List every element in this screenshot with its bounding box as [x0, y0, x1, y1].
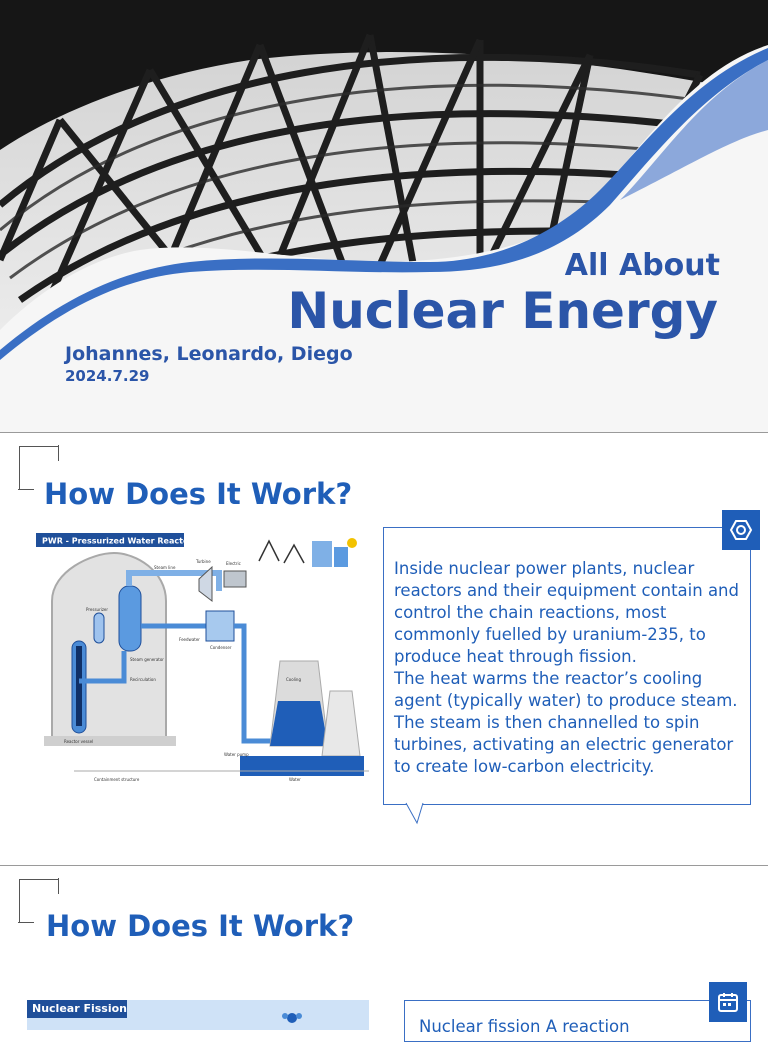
- svg-text:Condenser: Condenser: [210, 645, 232, 650]
- callout-tail: [405, 803, 429, 823]
- svg-text:Water pump: Water pump: [224, 752, 249, 757]
- svg-text:Water: Water: [289, 777, 301, 782]
- gear-icon-box: [722, 510, 760, 550]
- explanation-callout: [383, 527, 751, 805]
- svg-text:Turbine: Turbine: [196, 559, 211, 564]
- how-it-works-slide: [0, 433, 768, 865]
- fission-diagram: [27, 1000, 369, 1030]
- svg-text:Feedwater: Feedwater: [179, 637, 200, 642]
- fission-callout: [404, 1000, 751, 1042]
- date: 2024.7.29: [65, 367, 150, 385]
- main-title: Nuclear Energy: [287, 282, 718, 340]
- pwr-diagram-graphic: [34, 531, 369, 789]
- calendar-icon: [717, 991, 739, 1013]
- svg-text:Recirculation: Recirculation: [130, 677, 156, 682]
- explanation-text: Inside nuclear power plants, nuclear reactors and their equipment contain and control the chain reactions, most commonly fuelled by uranium-235, to produce heat through fission. The heat warms the reactor’s cooling agent (typically water) to produce steam. The steam is then channelled to spin turbines, activating an electric generator to create low-carbon electricity.: [394, 559, 739, 776]
- slide-heading: How Does It Work?: [44, 477, 353, 511]
- svg-text:Reactor vessel: Reactor vessel: [64, 739, 94, 744]
- svg-text:Steam generator: Steam generator: [130, 657, 164, 662]
- fission-diagram-header: Nuclear Fission: [27, 1000, 127, 1018]
- diagram-header: PWR - Pressurized Water Reactor: [42, 536, 193, 546]
- slide-heading-2: How Does It Work?: [46, 909, 355, 943]
- svg-text:Electric: Electric: [226, 561, 241, 566]
- fission-text: Nuclear fission A reaction: [419, 1017, 630, 1036]
- svg-text:Containment structure: Containment structure: [94, 777, 140, 782]
- pwr-diagram: [34, 531, 369, 789]
- svg-text:Pressurizer: Pressurizer: [86, 607, 109, 612]
- how-it-works-slide-2: [0, 866, 768, 1036]
- title-slide: [0, 0, 768, 432]
- pre-title: All About: [564, 248, 720, 283]
- atom-icon: [277, 1008, 307, 1024]
- svg-text:Steam line: Steam line: [154, 565, 176, 570]
- authors: Johannes, Leonardo, Diego: [65, 343, 353, 365]
- gear-icon: [730, 519, 752, 541]
- svg-text:Cooling: Cooling: [286, 677, 301, 682]
- calendar-icon-box: [709, 982, 747, 1022]
